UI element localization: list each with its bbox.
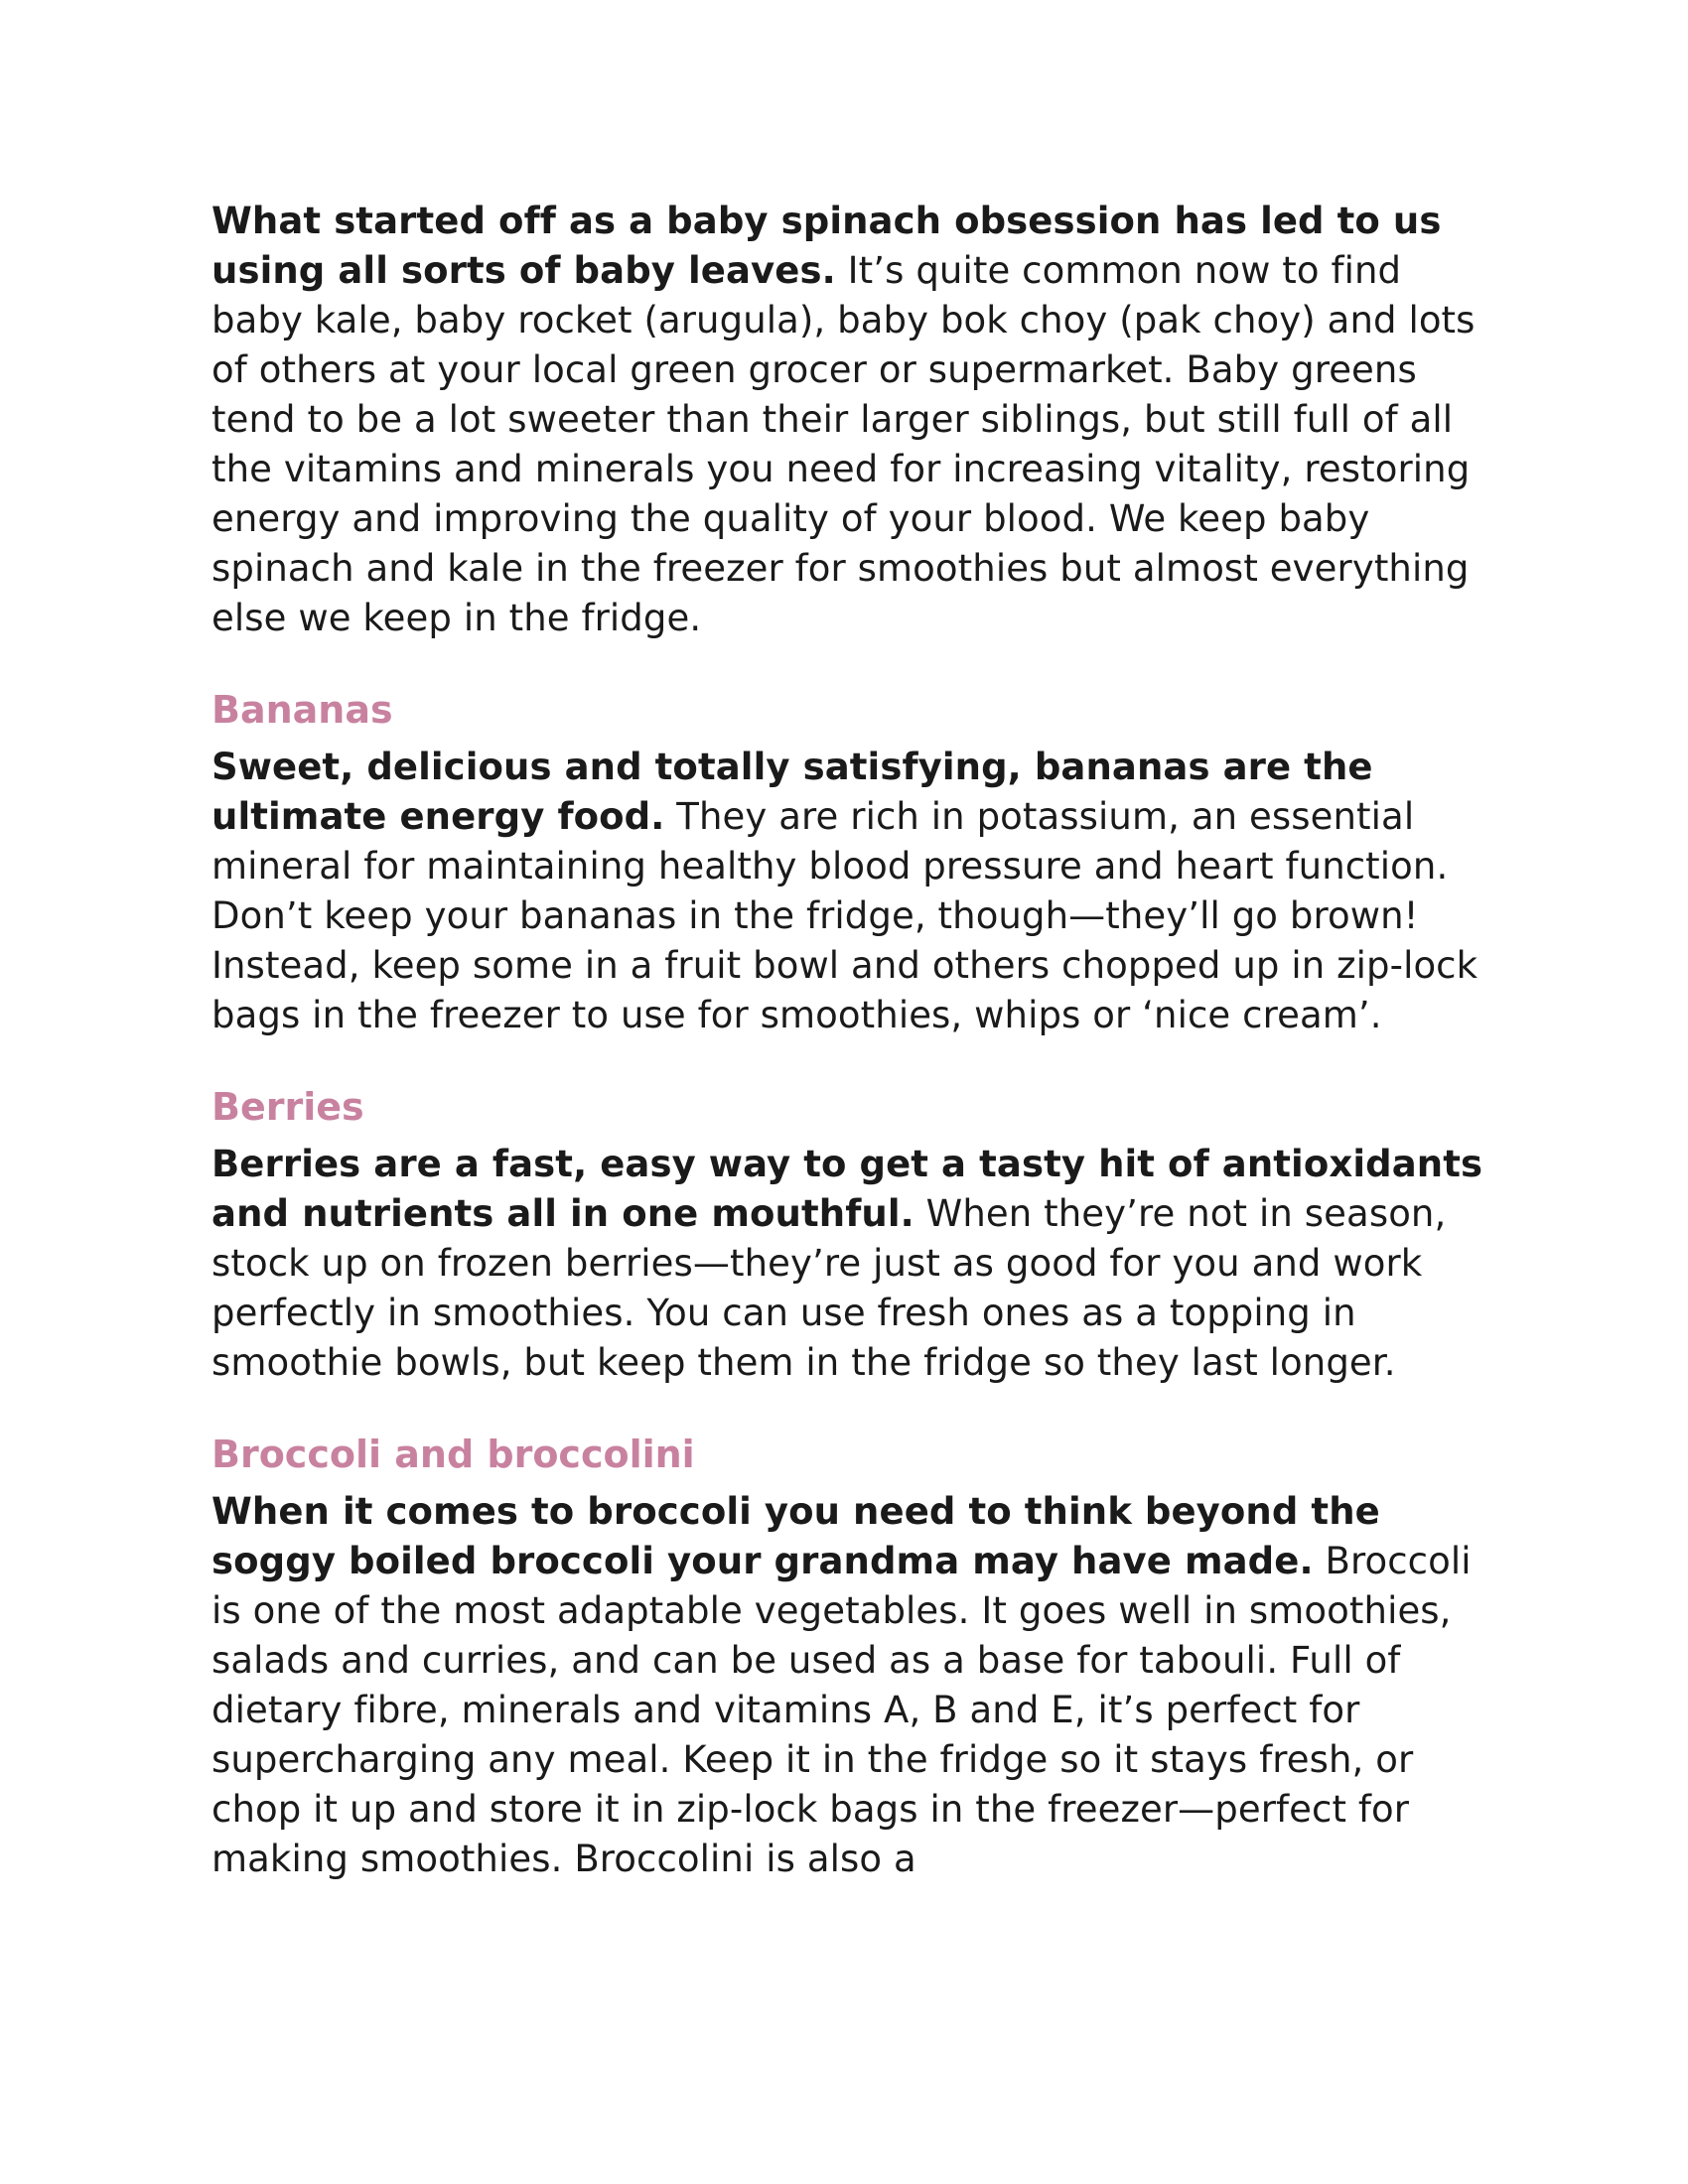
document-page (211, 197, 1492, 1884)
bananas-body: They are rich in potassium, an essential mineral for maintaining healthy blood pressure and heart function. Don’t keep your bananas in the fridge, though—they’ll go brown! Instead, keep some in a fruit bowl and others chopped up in zip-lock bags in the freezer to use for smoothies, whips or ‘nice cream’. (211, 795, 1478, 1036)
berries-body: When they’re not in season, stock up on frozen berries—they’re just as good for you and work perfectly in smoothies. You can use fresh ones as a topping in smoothie bowls, but keep them in the fridge so they last longer. (211, 1192, 1447, 1384)
section-heading-broccoli: Broccoli and broccolini (211, 1433, 695, 1476)
section-paragraph-berries (211, 1140, 1492, 1388)
section-paragraph-broccoli (211, 1487, 1492, 1884)
berries-lead: Berries are a fast, easy way to get a tasty hit of antioxidants and nutrients all in one mouthful. (211, 1143, 1483, 1235)
intro-paragraph (211, 197, 1492, 643)
intro-body: It’s quite common now to find baby kale, baby rocket (arugula), baby bok choy (pak choy) and lots of others at your local green grocer or supermarket. Baby greens tend to be a lot sweeter than their larger siblings, but still full of all the vitamins and minerals you need for increasing vitality, restoring energy and improving the quality of your blood. We keep baby spinach and kale in the freezer for smoothies but almost everything else we keep in the fridge. (211, 249, 1476, 639)
broccoli-body: Broccoli is one of the most adaptable vegetables. It goes well in smoothies, salads and curries, and can be used as a base for tabouli. Full of dietary fibre, minerals and vitamins A, B and E, it’s perfect for supercharging any meal. Keep it in the fridge so it stays fresh, or chop it up and store it in zip-lock bags in the freezer—perfect for making smoothies. Broccolini is also a (211, 1540, 1472, 1880)
broccoli-lead: When it comes to broccoli you need to think beyond the soggy boiled broccoli your grandma may have made. (211, 1490, 1380, 1582)
section-heading-berries: Berries (211, 1085, 364, 1129)
intro-lead: What started off as a baby spinach obsession has led to us using all sorts of baby leaves. (211, 200, 1442, 292)
bananas-lead: Sweet, delicious and totally satisfying, bananas are the ultimate energy food. (211, 746, 1373, 838)
section-paragraph-bananas (211, 743, 1492, 1040)
section-heading-bananas: Bananas (211, 688, 393, 732)
